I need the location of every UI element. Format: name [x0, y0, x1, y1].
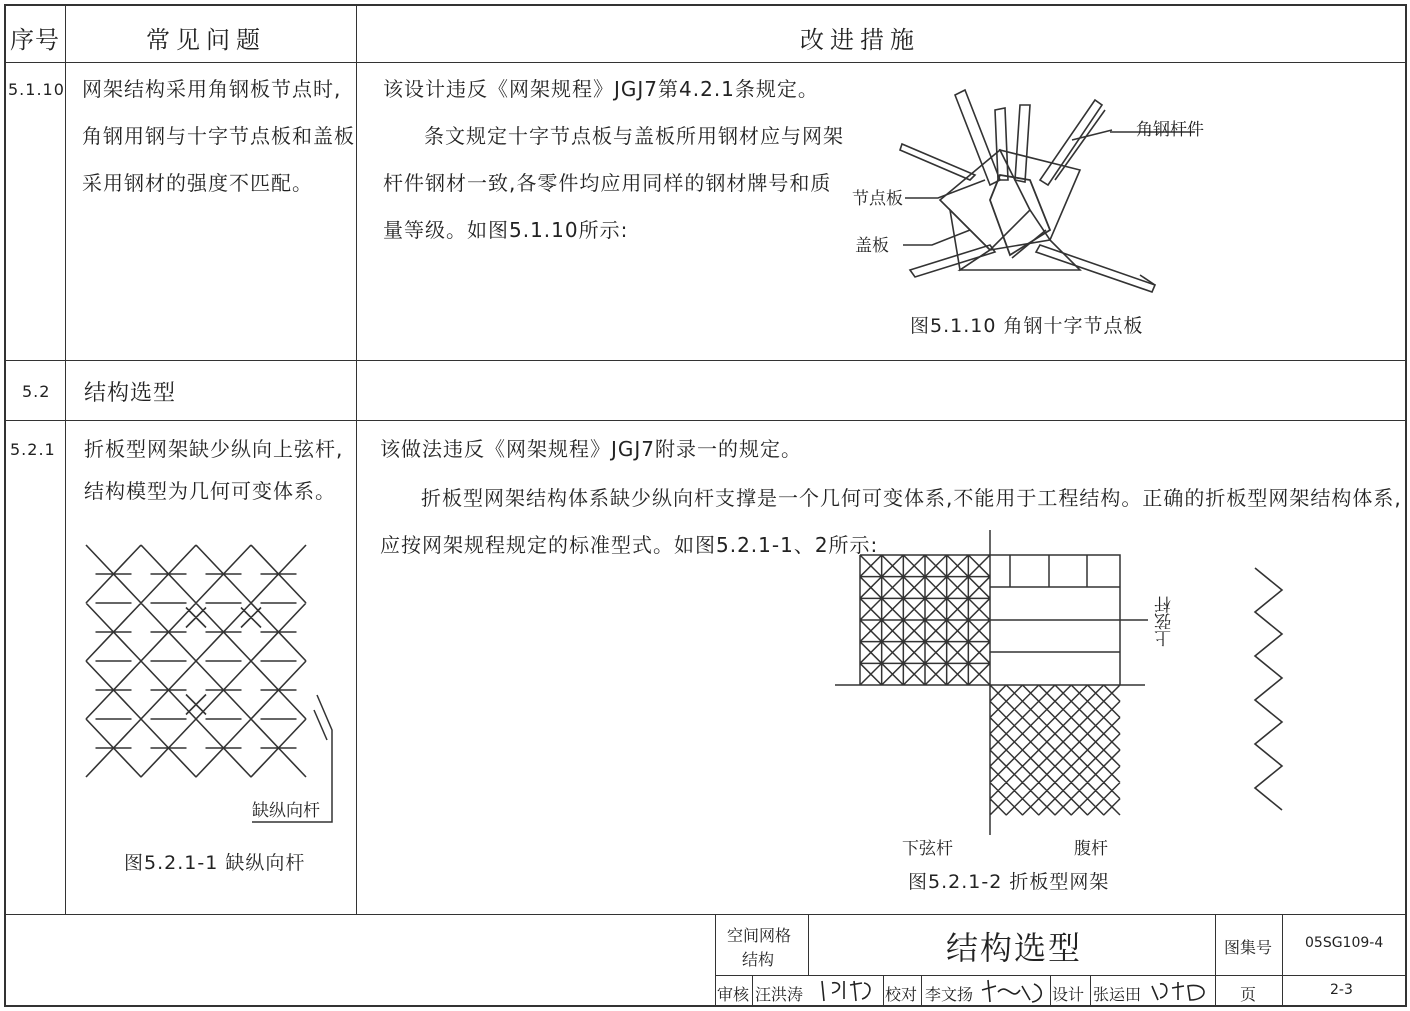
figure-label: 下弦杆: [902, 839, 953, 859]
reviewer-name: 汪洪涛: [755, 985, 804, 1004]
fix-line: 该做法违反《网架规程》JGJ7附录一的规定。: [380, 437, 803, 461]
row-number: 5.1.10: [8, 80, 65, 99]
tb-category: 结构: [742, 950, 775, 969]
figure-caption: 图5.2.1-1 缺纵向杆: [124, 852, 306, 874]
drawing-title: 结构选型: [946, 929, 1083, 967]
fix-line: 条文规定十字节点板与盖板所用钢材应与网架: [424, 124, 844, 148]
folded-plate-grid-figure: [830, 520, 1160, 840]
section-title: 结构选型: [84, 381, 177, 406]
problem-line: 采用钢材的强度不匹配。: [82, 171, 313, 195]
tb-line: [1090, 975, 1091, 1007]
checker-signature: [978, 978, 1050, 1006]
figure-label: 角钢杆件: [1136, 120, 1204, 140]
page-number: 2-3: [1330, 982, 1353, 998]
design-label: 设计: [1052, 985, 1085, 1004]
figure-label: 节点板: [852, 189, 903, 209]
page-label: 页: [1240, 985, 1257, 1004]
atlas-number: 05SG109-4: [1305, 935, 1384, 951]
fix-line: 折板型网架结构体系缺少纵向杆支撑是一个几何可变体系,不能用于工程结构。正确的折板型网架结构体系,: [421, 486, 1402, 510]
check-label: 校对: [885, 985, 918, 1004]
figure-caption: 图5.2.1-2 折板型网架: [908, 871, 1110, 893]
figure-label: 上弦杆: [1155, 596, 1175, 647]
row-number: 5.2: [22, 382, 51, 401]
atlas-label: 图集号: [1224, 938, 1273, 957]
tb-line: [1215, 914, 1216, 1007]
fix-line: 应按网架规程规定的标准型式。如图5.2.1-1、2所示:: [380, 533, 879, 557]
row-number: 5.2.1: [10, 440, 56, 459]
missing-longitudinal-figure: [86, 540, 316, 775]
tb-line: [808, 914, 809, 976]
figure-label: 盖板: [855, 236, 889, 256]
figure-label: 缺纵向杆: [252, 801, 320, 821]
col-divider-2: [356, 4, 357, 915]
tb-line: [752, 975, 753, 1007]
problem-line: 结构模型为几何可变体系。: [84, 479, 336, 503]
problem-line: 折板型网架缺少纵向上弦杆,: [84, 437, 344, 461]
designer-name: 张运田: [1093, 985, 1142, 1004]
reviewer-signature: [818, 977, 880, 1005]
fix-line: 该设计违反《网架规程》JGJ7第4.2.1条规定。: [383, 77, 819, 101]
figure-caption: 图5.1.10 角钢十字节点板: [910, 315, 1144, 337]
problem-line: 角钢用钢与十字节点板和盖板: [82, 124, 355, 148]
tb-line: [1282, 914, 1283, 1007]
review-label: 审核: [717, 985, 750, 1004]
tb-line: [1050, 975, 1051, 1007]
tb-line: [921, 975, 922, 1007]
header-fix: 改进措施: [800, 26, 920, 54]
tb-line: [883, 975, 884, 1007]
zigzag-section: [1250, 568, 1290, 813]
figure-label: 腹杆: [1074, 839, 1108, 859]
checker-name: 李文扬: [925, 985, 974, 1004]
fix-line: 量等级。如图5.1.10所示:: [383, 218, 629, 242]
header-problem: 常见问题: [146, 26, 266, 54]
row-divider-2: [4, 420, 1407, 421]
row-divider-1: [4, 360, 1407, 361]
tb-line: [715, 914, 716, 1007]
table-bottom: [4, 914, 1407, 915]
tb-line: [715, 975, 1407, 976]
col-divider-1: [65, 4, 66, 915]
fix-line: 杆件钢材一致,各零件均应用同样的钢材牌号和质: [383, 171, 832, 195]
tb-category: 空间网格: [727, 926, 792, 945]
header-no: 序号: [10, 26, 60, 54]
problem-line: 网架结构采用角钢板节点时,: [82, 77, 342, 101]
designer-signature: [1148, 978, 1214, 1006]
header-divider: [4, 62, 1407, 63]
